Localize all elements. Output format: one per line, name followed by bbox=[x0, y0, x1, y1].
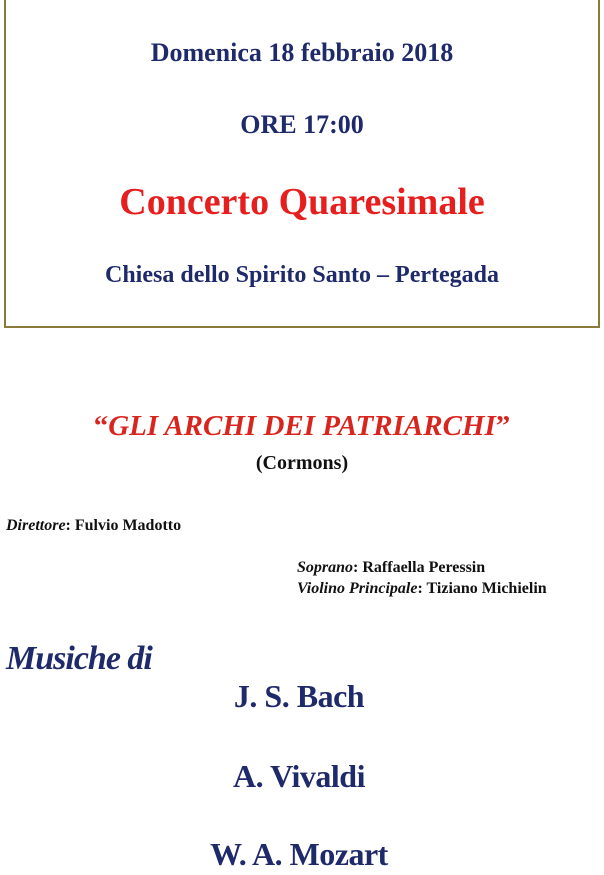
open-quote: “ bbox=[93, 410, 109, 442]
event-date: Domenica 18 febbraio 2018 bbox=[150, 38, 454, 67]
concert-title: Concerto Quaresimale bbox=[119, 181, 485, 223]
ensemble-name bbox=[0, 410, 604, 443]
director-credit bbox=[6, 517, 181, 535]
close-quote: ” bbox=[495, 410, 511, 442]
violin-name: : Tiziano Michielin bbox=[417, 580, 547, 597]
soprano-name: : Raffaella Peressin bbox=[353, 559, 486, 576]
soprano-credit bbox=[297, 559, 485, 577]
violin-role: Violino Principale bbox=[297, 580, 418, 597]
ensemble-name-text: GLI ARCHI DEI PATRIARCHI bbox=[108, 410, 496, 442]
event-venue: Chiesa dello Spirito Santo – Pertegada bbox=[105, 262, 499, 288]
violin-credit bbox=[297, 580, 547, 598]
director-role: Direttore bbox=[6, 517, 66, 534]
program-heading: Musiche di bbox=[6, 640, 152, 677]
event-header-box bbox=[4, 0, 600, 328]
soprano-role: Soprano bbox=[297, 559, 354, 576]
composer-mozart: W. A. Mozart bbox=[210, 836, 388, 872]
director-name: : Fulvio Madotto bbox=[65, 517, 182, 534]
composer-bach: J. S. Bach bbox=[233, 678, 365, 714]
composer-vivaldi: A. Vivaldi bbox=[233, 758, 365, 794]
event-time: ORE 17:00 bbox=[240, 110, 364, 139]
ensemble-city: (Cormons) bbox=[255, 452, 349, 474]
